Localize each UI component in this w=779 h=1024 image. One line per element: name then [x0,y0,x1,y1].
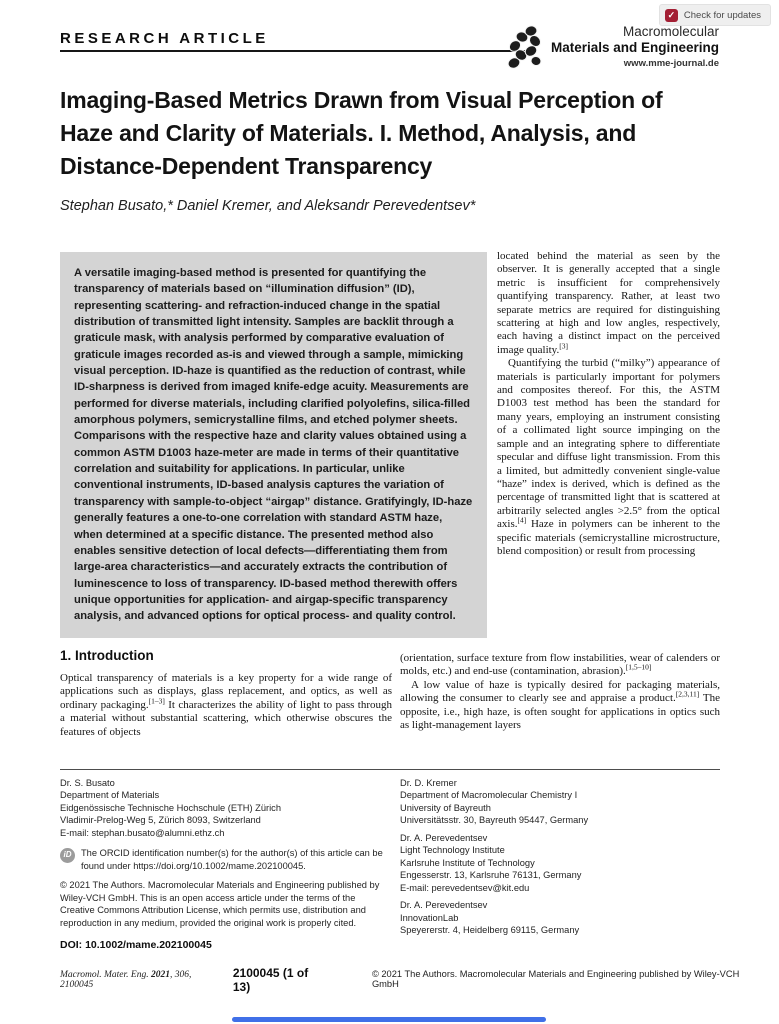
body-paragraph: Quantifying the turbid (“milky”) appearance of materials is particularly important for polymers and composites thereof. For this, the ASTM D1003 test method has been the standard for many years, employing an instrument consisting of a collimated light source impinging on the sample and an integrating sphere to differentiate specular and diffuse light transmission. From this a limited, but admittedly convenient single-value “haze” index is derived, which is defined as the percentage of transmitted light that is scattered at arbitrarily selected angles >2.5° from the optical axis.[4] Haze in polymers can be inherent to the specific materials (semicrystalline microstructure, blend composition) or result from processing [497,357,720,557]
footnote-right-column [400,777,720,952]
affiliation-busato: Dr. S. Busato Department of Materials Eidgenössische Technische Hochschule (ETH) Zürich Vladimir-Prelog-Weg 5, Zürich 8093, Switzerland E-mail: stephan.busato@alumni.ethz.ch [60,778,281,838]
journal-name-block [551,24,719,70]
body-paragraph: (orientation, surface texture from flow instabilities, wear of calenders or molds, etc.) and end-use (contamination, abrasion).[1,5–10] [400,652,720,678]
journal-citation: Macromol. Mater. Eng. 2021, 306, 2100045 [60,970,192,990]
section-heading: 1. Introduction [60,648,154,663]
horizontal-scrollbar-thumb[interactable] [232,1017,546,1022]
polymer-chain-icon [504,24,544,70]
right-column-bottom [400,652,720,732]
article-title: Imaging-Based Metrics Drawn from Visual Perception of Haze and Clarity of Materials. I. Method, Analysis, and Distance-Dependent Transparency [60,87,663,179]
affiliation-kremer: Dr. D. Kremer Department of Macromolecular Chemistry I University of Bayreuth Universitätsstr. 30, Bayreuth 95447, Germany [400,778,589,826]
orcid-icon: iD [60,848,75,863]
footer-copyright: © 2021 The Authors. Macromolecular Materials and Engineering published by Wiley-VCH GmbH [371,969,740,989]
check-for-updates-button[interactable] [659,4,771,26]
footnote-rule [60,769,720,770]
abstract-box: A versatile imaging-based method is presented for quantifying the transparency of materials based on “illumination diffusion” (ID), representing scattering- and refraction-induced change in the spatial distribution of transmitted light intensity. Samples are backlit through a graticule mask, with analysis performed by comparative evaluation of graticule images recorded as-is and viewed through a sample, mimicking visual perception. ID-haze is quantified as the reduction of contrast, while ID-sharpness is derived from imaged knife-edge acuity. Measurements are performed for diverse materials, including clarified polyolefins, silica-filled amorphous polymers, semicrystalline films, and etched polymer sheets. Comparisons with the respective haze and clarity values obtained using a common ASTM D1003 haze-meter are made in terms of their quantitative correlation and suitability for applications. In particular, unlike conventional instruments, ID-based analysis captures the variation of transparency with sample-to-object “airgap” distance. Gratifyingly, ID-haze generally features a one-to-one correlation with standard ASTM haze, when determined at a specific distance. The presented method also enables sensitive detection of local defects—differentiating them from large-area characteristics—and accurately extracts the contribution of luminescence to loss of transparency. ID-based method therewith offers unique opportunities for application- and airgap-specific transparency analysis, and advanced options for optical process- and quality control. [60,252,487,638]
research-article-kicker: RESEARCH ARTICLE [60,30,269,47]
page-number-badge: 2100045 (1 of 13) [232,966,309,994]
body-paragraph: A low value of haze is typically desired for packaging materials, allowing the consumer to clearly see and appraise a product.[2,3,11] The opposite, i.e., high haze, is often sought for applications in optics such as light-management layers [400,678,720,732]
journal-name-line2: Materials and Engineering [550,40,719,56]
orcid-note [60,847,390,872]
affiliation-perevedentsev-innovationlab: Dr. A. Perevedentsev InnovationLab Speyererstr. 4, Heidelberg 69115, Germany [400,900,580,935]
article-authors: Stephan Busato,* Daniel Kremer, and Aleksandr Perevedentsev* [60,198,476,214]
kicker-rule [60,50,530,52]
affiliation-perevedentsev-kit: Dr. A. Perevedentsev Light Technology Institute Karlsruhe Institute of Technology Engesserstr. 13, Karlsruhe 76131, Germany E-mail: perevedentsev@kit.edu [400,832,582,893]
journal-logo [504,24,719,70]
crossmark-icon: ✓ [665,9,678,22]
doi-line: DOI: 10.1002/mame.202100045 [60,938,212,951]
footnote-area [60,777,720,952]
journal-url: www.mme-journal.de [623,58,719,70]
check-for-updates-label: Check for updates [683,9,761,21]
running-footer [60,966,740,994]
body-paragraph: Optical transparency of materials is a key property for a wide range of applications such as displays, glass replacement, and optics, as well as ordinary packaging.[1–3] It characterizes the ability of light to pass through a material without substantial scattering, which otherwise obscures the features of objects [60,672,393,738]
body-paragraph: located behind the material as seen by the observer. It is generally accepted that a single metric is insufficient for comprehensively quantifying transparency. Rather, at least two separate metrics are required for distinguishing scattering at high and low angles, respectively, each having a distinct impact on the perceived image quality.[3] [497,250,720,356]
footnote-left-column [60,777,390,952]
introduction-section [60,648,392,739]
orcid-note-text: The ORCID identification number(s) for the author(s) of this article can be found under https://doi.org/10.1002/mame.202100045. [81,848,383,871]
license-note: © 2021 The Authors. Macromolecular Materials and Engineering published by Wiley-VCH GmbH. This is an open access article under the terms of the Creative Commons Attribution License, which permits use, distribution and reproduction in any medium, provided the original work is properly cited. [60,880,380,928]
journal-name-line1: Macromolecular [622,24,719,39]
right-column-top [497,250,720,558]
